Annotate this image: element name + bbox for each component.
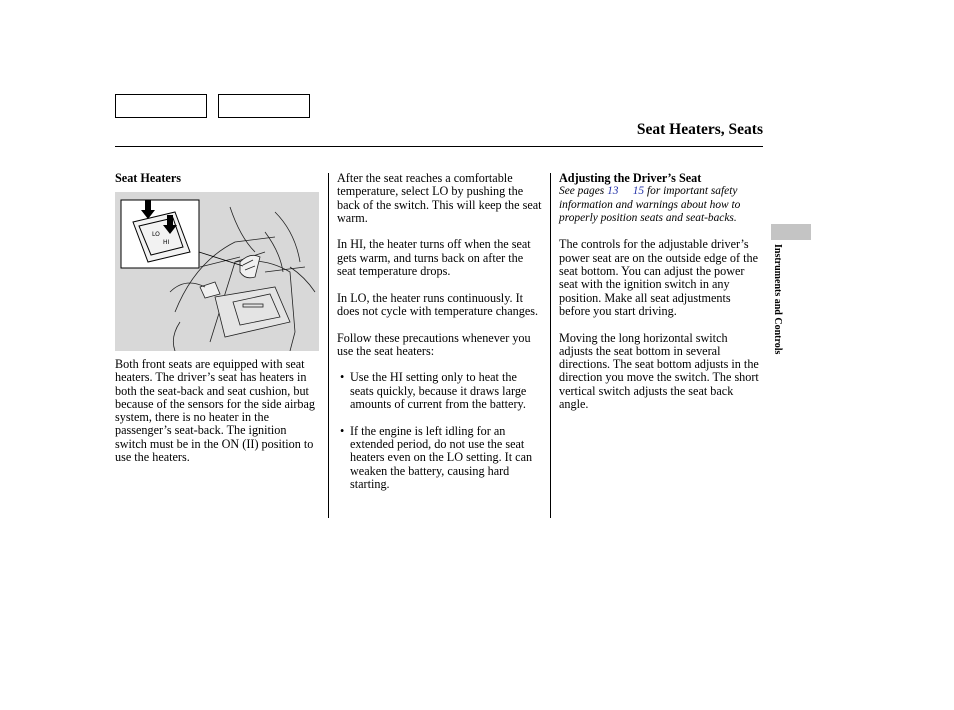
title-divider: [115, 146, 763, 147]
paragraph: The controls for the adjustable driver’s power seat are on the outside edge of the seat bottom. You can adjust the power seat with the ignition switch in any position. Make all seat adjustments before you start driving.: [559, 237, 758, 318]
page-link-15[interactable]: 15: [632, 185, 645, 198]
prev-page-button[interactable]: [115, 94, 207, 118]
column-divider: [328, 173, 329, 518]
list-item-text: If the engine is left idling for an extended period, do not use the seat heaters even on the LO setting. It can weaken the battery, causing hard starting.: [350, 423, 533, 491]
safety-reference-text: for important safety information and warnings about how to properly position seats and seat-backs.: [559, 185, 741, 224]
paragraph: In HI, the heater turns off when the seat gets warm, and turns back on after the seat temperature drops.: [337, 237, 531, 279]
adjusting-drivers-seat-section: [559, 172, 764, 425]
paragraph: In LO, the heater runs continuously. It does not cycle with temperature changes.: [337, 290, 539, 318]
safety-reference: [559, 185, 764, 225]
bullet-icon: •: [340, 423, 345, 438]
see-pages-text: See pages: [559, 185, 608, 198]
paragraph: After the seat reaches a comfortable temperature, select LO by pushing the back of the switch. This will keep the seat warm.: [337, 171, 542, 225]
page-link-13[interactable]: 13: [607, 185, 619, 198]
list-item: [337, 371, 543, 411]
seat-heaters-intro: [115, 358, 321, 478]
seat-heaters-usage-section: [337, 172, 543, 504]
page-title: Seat Heaters, Seats: [636, 121, 763, 138]
paragraph: Follow these precautions whenever you use the seat heaters:: [337, 330, 531, 358]
seat-heaters-description: Both front seats are equipped with seat heaters. The driver’s seat has heaters in both the seat-back and seat cushion, but because of the sensors for the side airbag system, there is no heater in the passenger’s seat-back. The ignition switch must be in the ON (II) position to use the heaters.: [115, 357, 316, 465]
seat-heaters-heading: Seat Heaters: [115, 171, 181, 185]
seat-heaters-section: [115, 172, 321, 185]
section-tab: [771, 224, 811, 240]
adjusting-drivers-seat-heading: Adjusting the Driver’s Seat: [559, 171, 702, 185]
bullet-icon: •: [340, 370, 345, 385]
list-item-text: Use the HI setting only to heat the seats quickly, because it draws large amounts of current from the battery.: [350, 370, 527, 412]
list-item: [337, 425, 543, 491]
seat-heater-switch-illustration: [115, 192, 319, 351]
next-page-button[interactable]: [218, 94, 310, 118]
svg-text:LO: LO: [152, 231, 160, 238]
console-drawing: [115, 192, 319, 351]
section-tab-label: Instruments and Controls: [772, 244, 783, 355]
svg-text:HI: HI: [163, 239, 170, 246]
paragraph: Moving the long horizontal switch adjusts the seat bottom in several directions. The seat bottom adjusts in the direction you move the switch. The short vertical switch adjusts the seat back angle.: [559, 330, 759, 412]
column-divider: [550, 173, 551, 518]
precautions-list: [337, 371, 543, 491]
